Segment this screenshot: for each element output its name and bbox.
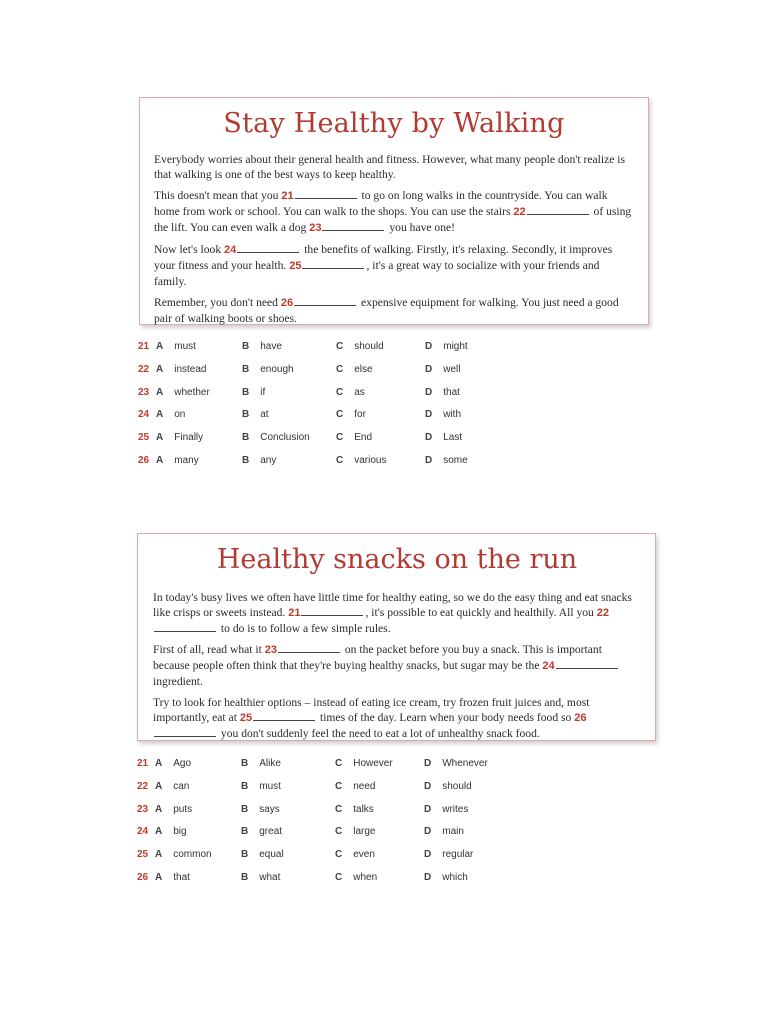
option-text: what (259, 871, 281, 883)
exercise-1-paragraph-2: This doesn't mean that you 21 to go on long walks in the countryside. You can walk home from work or school. You can walk to the shops. You can use the stairs 22 of using the lift. You can even walk a dog 23 you have one! (154, 189, 632, 234)
option-b[interactable] (242, 387, 265, 398)
option-text: that (173, 871, 190, 883)
option-text: which (442, 871, 468, 883)
option-letter: B (241, 871, 249, 883)
option-b[interactable] (242, 364, 294, 375)
option-text: can (173, 780, 190, 792)
option-text: equal (259, 849, 284, 861)
option-b[interactable] (242, 341, 282, 352)
option-text: large (353, 826, 376, 838)
option-letter: B (241, 849, 249, 861)
gap-number-24: 24 (542, 660, 555, 672)
option-letter: B (242, 432, 250, 444)
option-row (138, 432, 538, 455)
question-number: 21 (138, 341, 150, 352)
option-d[interactable] (424, 849, 473, 860)
question-number: 22 (137, 780, 149, 792)
option-letter: A (155, 758, 163, 769)
option-text: at (260, 409, 269, 421)
option-text: talks (353, 803, 374, 815)
exercise-2-options (137, 758, 537, 895)
option-text: great (259, 826, 283, 838)
gap-number-21: 21 (288, 607, 301, 619)
exercise-2-text-box (137, 533, 656, 741)
option-letter: D (424, 849, 432, 861)
option-letter: B (241, 780, 249, 792)
question-number: 21 (137, 758, 149, 769)
option-letter: C (336, 386, 344, 398)
option-text: with (443, 409, 462, 421)
option-letter: A (156, 363, 164, 375)
option-letter: C (335, 849, 343, 861)
option-b[interactable] (241, 804, 280, 815)
gap-number-26: 26 (574, 712, 587, 724)
option-text: might (443, 341, 468, 352)
option-row (137, 849, 537, 872)
option-letter: D (425, 386, 433, 398)
option-text: any (260, 454, 277, 466)
option-text: on (174, 409, 186, 421)
option-c[interactable] (335, 849, 375, 860)
question-number: 26 (138, 454, 150, 466)
option-d[interactable] (425, 409, 461, 420)
option-letter: D (425, 432, 433, 444)
option-d[interactable] (425, 341, 468, 352)
option-c[interactable] (335, 781, 375, 792)
option-letter: A (156, 341, 164, 352)
option-text: should (442, 780, 472, 792)
option-c[interactable] (336, 364, 373, 375)
option-letter: C (335, 758, 343, 769)
option-row (138, 341, 538, 364)
option-text: many (174, 454, 199, 466)
option-text: says (259, 803, 280, 815)
question-number: 24 (138, 409, 150, 421)
option-b[interactable] (241, 781, 281, 792)
option-letter: A (156, 386, 164, 398)
option-letter: D (424, 780, 432, 792)
option-text: big (173, 826, 187, 838)
option-text: However (353, 758, 393, 769)
option-b[interactable] (242, 432, 310, 443)
option-a[interactable] (156, 455, 199, 466)
option-row (138, 387, 538, 410)
question-number: 22 (138, 363, 150, 375)
option-letter: A (156, 409, 164, 421)
option-text: well (443, 363, 461, 375)
option-text: even (353, 849, 375, 861)
option-text: Whenever (442, 758, 488, 769)
option-a[interactable] (156, 387, 210, 398)
option-a[interactable] (155, 758, 191, 769)
option-text: Ago (173, 758, 192, 769)
option-c[interactable] (335, 826, 375, 837)
option-c[interactable] (336, 432, 372, 443)
option-a[interactable] (155, 826, 187, 837)
option-text: as (354, 386, 365, 398)
option-letter: C (336, 363, 344, 375)
exercise-2-paragraph-1: In today's busy lives we often have little time for healthy eating, so we do the easy thing and eat snacks like crisps or sweets instead. 21 , it's possible to eat quickly and healthily. All you 22 to do is to follow a few simple rules. (153, 591, 632, 635)
gap-number-22: 22 (596, 607, 609, 619)
option-b[interactable] (242, 409, 269, 420)
option-text: Last (443, 432, 463, 444)
option-row (137, 826, 537, 849)
gap-22-blank[interactable] (527, 205, 589, 215)
option-row (138, 455, 538, 478)
option-text: must (259, 780, 281, 792)
option-letter: A (156, 432, 164, 444)
question-number: 24 (137, 826, 149, 838)
option-letter: A (155, 826, 163, 838)
option-row (137, 804, 537, 827)
gap-number-23: 23 (309, 222, 322, 234)
option-text: need (353, 780, 376, 792)
option-text: whether (174, 386, 210, 398)
exercise-1-options (138, 341, 538, 478)
option-letter: D (425, 341, 433, 352)
exercise-2-paragraph-2: First of all, read what it 23 on the packet before you buy a snack. This is important because people often think that they're buying healthy snacks, but sugar may be the 24 ingredient. (153, 642, 641, 689)
question-number: 25 (138, 432, 150, 444)
gap-23-blank[interactable] (278, 643, 340, 653)
option-letter: D (424, 871, 432, 883)
option-c[interactable] (335, 758, 393, 769)
gap-26-blank[interactable] (154, 727, 216, 737)
option-c[interactable] (336, 409, 366, 420)
gap-number-21: 21 (281, 190, 294, 202)
option-d[interactable] (425, 387, 460, 398)
option-c[interactable] (336, 341, 384, 352)
option-d[interactable] (424, 804, 468, 815)
option-b[interactable] (241, 872, 280, 883)
gap-number-23: 23 (264, 644, 277, 656)
option-text: if (260, 386, 266, 398)
option-c[interactable] (336, 387, 365, 398)
option-row (137, 781, 537, 804)
option-c[interactable] (336, 455, 386, 466)
option-d[interactable] (424, 781, 472, 792)
option-letter: B (241, 758, 249, 769)
option-d[interactable] (424, 758, 488, 769)
exercise-1-paragraph-3: Now let's look 24 the benefits of walking. Firstly, it's relaxing. Secondly, it improves your fitness and your health. 25 , it's a great way to socialize with your friends and family. (154, 243, 613, 288)
gap-21-blank[interactable] (295, 189, 357, 199)
gap-22-blank[interactable] (154, 622, 216, 632)
option-text: various (354, 454, 387, 466)
gap-25-blank[interactable] (253, 711, 315, 721)
option-letter: C (336, 341, 344, 352)
option-text: Finally (174, 432, 204, 444)
option-b[interactable] (242, 455, 276, 466)
question-number: 23 (137, 803, 149, 815)
option-letter: B (242, 363, 250, 375)
gap-number-26: 26 (280, 297, 294, 309)
option-a[interactable] (156, 341, 196, 352)
option-letter: D (424, 758, 432, 769)
option-letter: C (336, 454, 344, 466)
exercise-1-paragraph-1: Everybody worries about their general health and fitness. However, what many people don't realize is that walking is one of the best ways to keep healthy. (154, 153, 626, 181)
option-letter: B (241, 826, 249, 838)
option-letter: C (335, 803, 343, 815)
option-letter: B (242, 341, 250, 352)
option-letter: C (335, 826, 343, 838)
option-text: that (443, 386, 460, 398)
option-text: for (354, 409, 366, 421)
option-a[interactable] (156, 432, 203, 443)
gap-number-25: 25 (239, 712, 253, 724)
option-text: instead (174, 363, 207, 375)
option-text: when (353, 871, 378, 883)
option-letter: C (335, 780, 343, 792)
exercise-1-paragraph-4: Remember, you don't need 26 expensive equipment for walking. You just need a good pair of walking boots or shoes. (154, 296, 619, 325)
option-text: regular (442, 849, 474, 861)
option-row (137, 758, 537, 781)
gap-number-22: 22 (513, 206, 526, 218)
gap-number-24: 24 (224, 244, 237, 256)
option-letter: A (155, 871, 163, 883)
option-letter: D (425, 409, 433, 421)
option-row (137, 872, 537, 895)
option-letter: A (155, 803, 163, 815)
option-a[interactable] (156, 364, 206, 375)
gap-number-25: 25 (289, 260, 302, 272)
option-d[interactable] (425, 432, 462, 443)
option-d[interactable] (424, 872, 468, 883)
option-text: common (173, 849, 212, 861)
question-number: 26 (137, 871, 149, 883)
option-c[interactable] (335, 804, 374, 815)
option-a[interactable] (156, 409, 185, 420)
question-number: 25 (137, 849, 149, 861)
option-a[interactable] (155, 781, 189, 792)
option-b[interactable] (241, 849, 284, 860)
option-text: Alike (259, 758, 281, 769)
option-a[interactable] (155, 872, 190, 883)
option-a[interactable] (155, 804, 192, 815)
option-a[interactable] (155, 849, 212, 860)
exercise-1-text-box (139, 97, 649, 325)
gap-24-blank[interactable] (556, 659, 618, 669)
gap-23-blank[interactable] (322, 221, 384, 231)
option-letter: C (336, 409, 344, 421)
option-row (138, 409, 538, 432)
gap-24-blank[interactable] (237, 243, 299, 253)
option-letter: C (336, 432, 344, 444)
option-letter: C (335, 871, 343, 883)
option-letter: B (242, 409, 250, 421)
option-d[interactable] (425, 455, 468, 466)
option-text: writes (442, 803, 469, 815)
option-letter: A (155, 780, 163, 792)
option-text: else (354, 363, 373, 375)
gap-25-blank[interactable] (302, 259, 364, 269)
option-text: main (442, 826, 464, 838)
option-text: have (260, 341, 282, 352)
option-text: Conclusion (260, 432, 310, 444)
option-letter: D (425, 363, 433, 375)
option-letter: A (156, 454, 164, 466)
exercise-2-paragraph-3: Try to look for healthier options – instead of eating ice cream, try frozen fruit juices and, most importantly, eat at 25 times of the day. Learn when your body needs food so 26 you don't suddenly feel the need to eat a lot of unhealthy snack food. (153, 696, 590, 740)
option-text: enough (260, 363, 294, 375)
question-number: 23 (138, 386, 150, 398)
option-letter: B (241, 803, 249, 815)
option-b[interactable] (241, 758, 281, 769)
option-text: End (354, 432, 373, 444)
option-c[interactable] (335, 872, 377, 883)
exercise-1-title: Stay Healthy by Walking (223, 108, 565, 139)
option-letter: B (242, 454, 250, 466)
option-text: must (174, 341, 196, 352)
option-text: puts (173, 803, 193, 815)
option-letter: D (425, 454, 433, 466)
option-row (138, 364, 538, 387)
gap-21-blank[interactable] (301, 606, 363, 616)
option-text: should (354, 341, 384, 352)
option-d[interactable] (424, 826, 464, 837)
gap-26-blank[interactable] (294, 296, 356, 306)
option-letter: B (242, 386, 250, 398)
option-letter: A (155, 849, 163, 861)
exercise-2-title: Healthy snacks on the run (216, 544, 578, 575)
option-letter: D (424, 803, 432, 815)
option-d[interactable] (425, 364, 460, 375)
option-letter: D (424, 826, 432, 838)
option-text: some (443, 454, 468, 466)
option-b[interactable] (241, 826, 282, 837)
